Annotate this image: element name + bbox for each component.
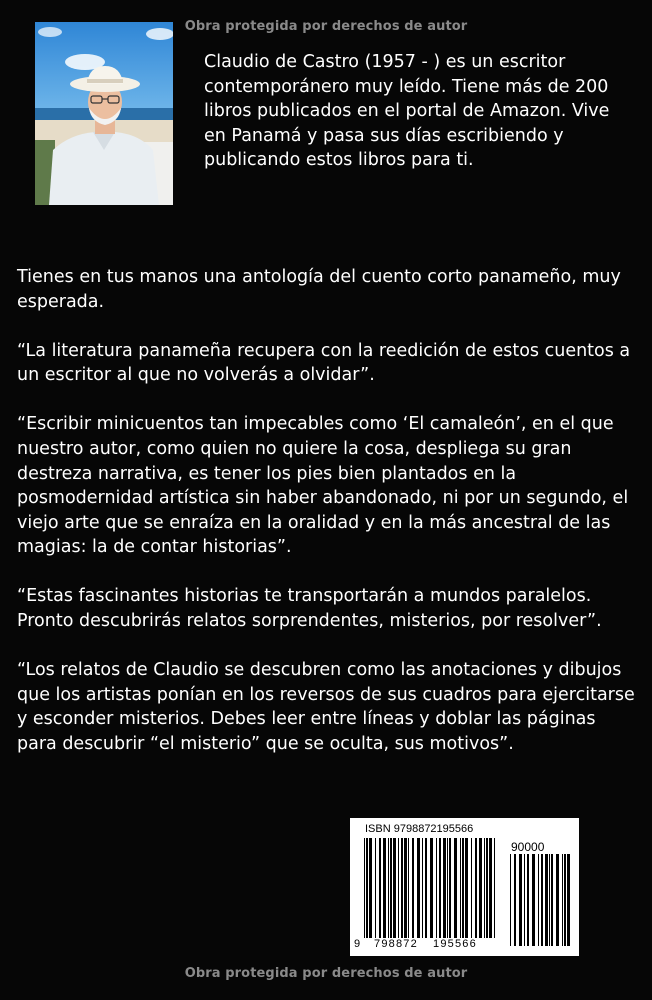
- barcode-bar: [430, 838, 433, 938]
- barcode-bar: [465, 838, 468, 938]
- barcode-bar: [447, 838, 448, 938]
- copyright-watermark-bottom: Obra protegida por derechos de autor: [184, 966, 468, 981]
- paragraph: “Estas fascinantes historias te transportarán a mundos paralelos. Pronto descubrirás relatos sorprendentes, misterios, por resolver”.: [17, 586, 602, 632]
- paragraph: Tienes en tus manos una antología del cuento corto panameño, muy esperada.: [17, 267, 621, 312]
- barcode-bar: [527, 854, 529, 946]
- barcode-bar: [379, 838, 381, 938]
- paragraph: “Escribir minicuentos tan impecables como ‘El camaleón’, en el que nuestro autor, como quien no quiere la cosa, despliega su gran destreza narrativa, es tener los pies bien plantados en la posmodernidad artística sin haber abandonado, ni por un segundo, el viejo arte que se enraíza en la oralidad y en la más ancestral de las magias: la de contar historias”.: [17, 414, 629, 558]
- isbn-barcode: [350, 818, 579, 956]
- barcode-bar: [425, 838, 427, 938]
- barcode-bar: [494, 838, 495, 938]
- barcode-bar: [364, 838, 365, 938]
- barcode-bar: [375, 838, 376, 938]
- barcode-bar: [408, 838, 409, 938]
- barcode-bar: [369, 838, 372, 938]
- barcode-bar: [412, 838, 414, 938]
- barcode-bar: [514, 854, 516, 946]
- barcode-bar: [471, 838, 472, 938]
- paragraph: “Los relatos de Claudio se descubren como las anotaciones y dibujos que los artistas ponían en los reversos de sus cuadros para ejercitarse y esconder misterios. Debes leer entre líneas y doblar las páginas para descubrir “el misterio” que se oculta, sus motivos”.: [17, 660, 635, 754]
- isbn-digit-first: 9: [354, 938, 361, 950]
- barcode-bar: [388, 838, 389, 938]
- barcode-bar: [449, 838, 451, 938]
- barcode-bar: [564, 854, 566, 946]
- barcode-bar: [541, 854, 543, 946]
- barcode-bar: [551, 854, 553, 946]
- barcode-bar: [390, 838, 392, 938]
- paragraph: “La literatura panameña recupera con la reedición de estos cuentos a un escritor al que no volverás a olvidar”.: [17, 340, 631, 386]
- barcode-bar: [436, 838, 437, 938]
- barcode-bar: [393, 838, 396, 938]
- back-cover-text: [17, 265, 637, 781]
- author-portrait-illustration: [35, 22, 173, 205]
- isbn-label: ISBN 9798872195566: [365, 823, 474, 835]
- barcode-bar: [510, 854, 511, 946]
- barcode-bar: [398, 838, 399, 938]
- isbn-digit-group-right: 195566: [433, 938, 477, 950]
- barcode-bar: [422, 838, 423, 938]
- barcode-bar: [486, 838, 488, 938]
- barcode-bars: [350, 818, 579, 956]
- barcode-bar: [460, 838, 461, 938]
- copyright-watermark-top: Obra protegida por derechos de autor: [184, 19, 468, 34]
- barcode-bar: [366, 838, 368, 938]
- barcode-bar: [567, 854, 570, 946]
- barcode-bar: [484, 838, 485, 938]
- barcode-bar: [532, 854, 535, 946]
- barcode-bar: [462, 838, 464, 938]
- barcode-bar: [562, 854, 563, 946]
- price-code: 90000: [511, 840, 545, 854]
- author-photo: [35, 22, 173, 205]
- barcode-bar: [519, 854, 522, 946]
- barcode-bar: [417, 838, 420, 938]
- barcode-bar: [443, 838, 446, 938]
- barcode-bar: [404, 838, 407, 938]
- author-bio: Claudio de Castro (1957 - ) es un escritor contemporánero muy leído. Tiene más de 200 libros publicados en el portal de Amazon. Vive en Panamá y pasa sus días escribiendo y publicando estos libros para ti.: [204, 52, 610, 171]
- barcode-bar: [545, 854, 548, 946]
- isbn-digit-group-left: 798872: [374, 938, 418, 950]
- barcode-bar: [524, 854, 525, 946]
- barcode-bar: [556, 854, 559, 946]
- barcode-bar: [401, 838, 403, 938]
- barcode-bar: [475, 838, 477, 938]
- barcode-bar: [383, 838, 386, 938]
- barcode-bar: [439, 838, 441, 938]
- barcode-bar: [489, 838, 492, 938]
- barcode-bar: [538, 854, 539, 946]
- barcode-bar: [454, 838, 457, 938]
- barcode-bar: [549, 854, 550, 946]
- barcode-bar: [479, 838, 482, 938]
